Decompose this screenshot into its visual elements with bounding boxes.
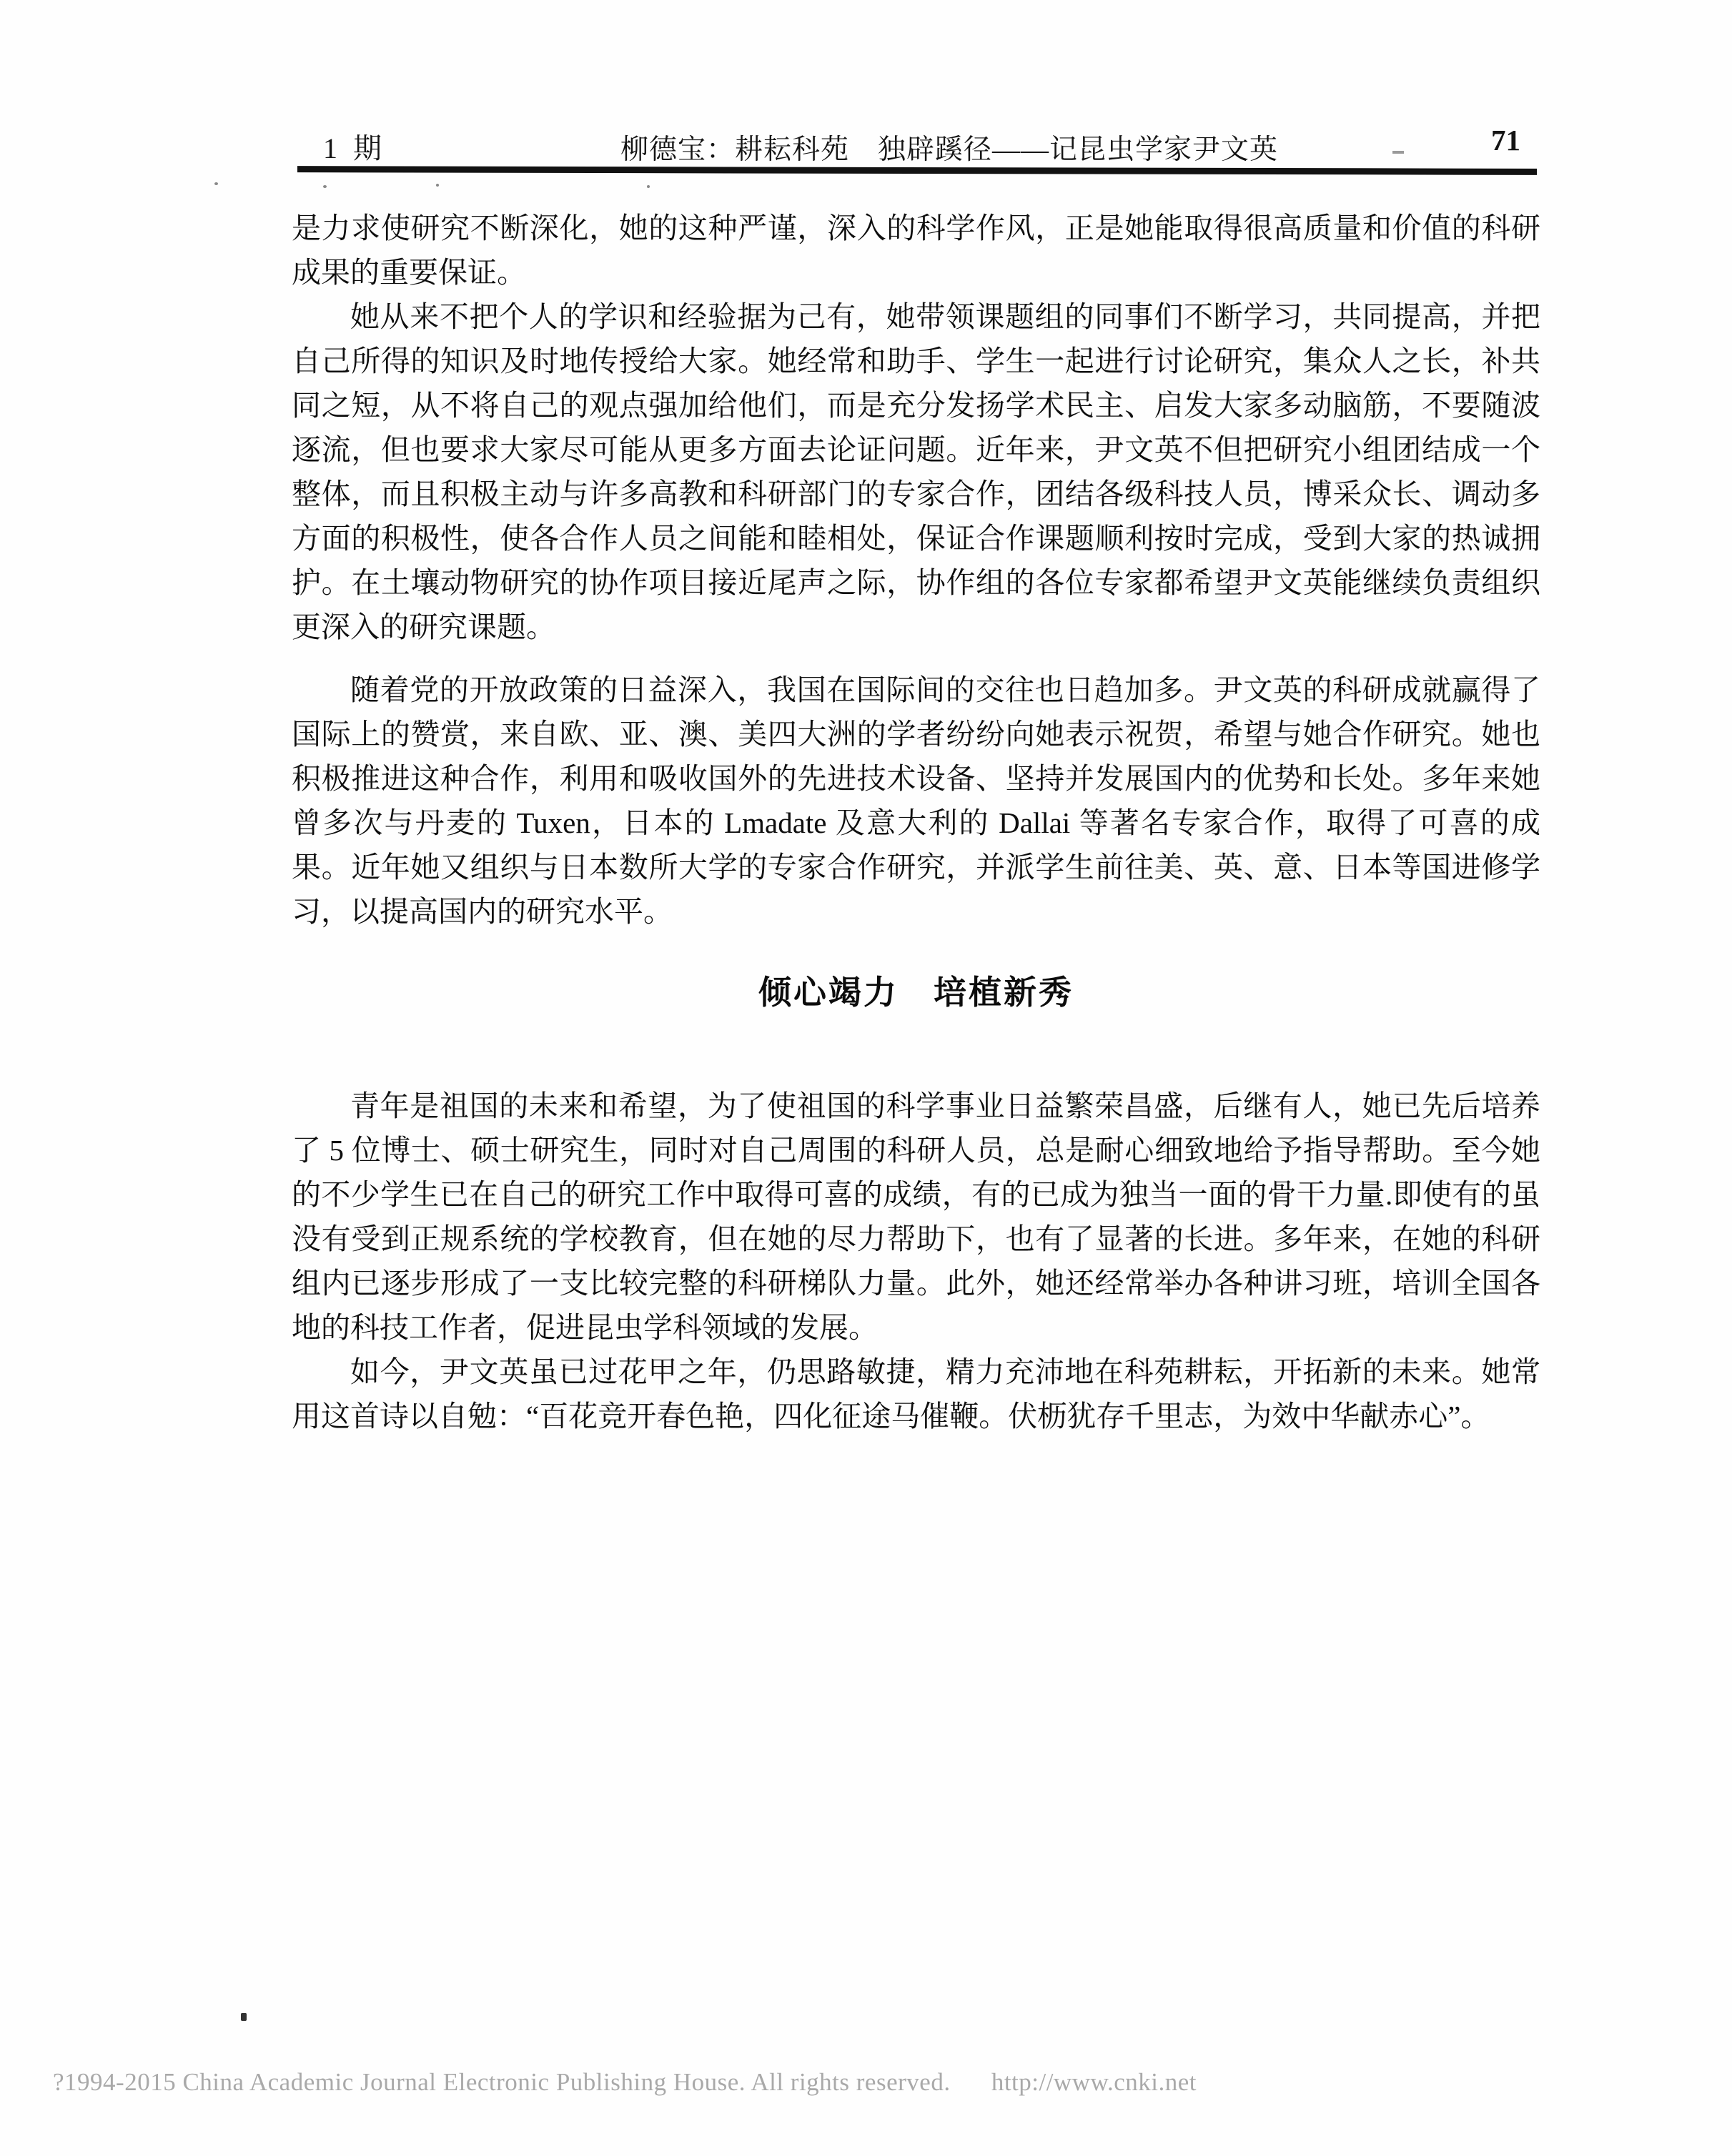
scan-artifact — [647, 185, 650, 188]
running-head — [0, 0, 1732, 186]
header-rule — [297, 166, 1537, 175]
section-heading: 倾心竭力 培植新秀 — [758, 974, 1074, 1011]
scan-artifact — [241, 2013, 247, 2021]
issue-label: 1 期 — [323, 132, 386, 164]
paragraph: 青年是祖国的未来和希望，为了使祖国的科学事业日益繁荣昌盛，后继有人，她已先后培养了 5 位博士、硕士研究生，同时对自己周围的科研人员，总是耐心细致地给予指导帮助。至今她的不少学生已在自己的研究工作中取得可喜的成绩，有的已成为独当一面的骨干力量.即使有的虽没有受到正规系统的学校教育，但在她的尽力帮助下，也有了显著的长进。多年来，在她的科研组内已逐步形成了一支比较完整的科研梯队力量。此外，她还经常举办各种讲习班，培训全国各地的科技工作者，促进昆虫学科领域的发展。 — [292, 1089, 1540, 1344]
paragraph: 如今，尹文英虽已过花甲之年，仍思路敏捷，精力充沛地在科苑耕耘，开拓新的未来。她常用这首诗以自勉：“百花竞开春色艳，四化征途马催鞭。伏枥犹存千里志，为效中华献赤心”。 — [292, 1355, 1540, 1433]
paragraph: 是力求使研究不断深化，她的这种严谨，深入的科学作风，正是她能取得很高质量和价值的科研成果的重要保证。 — [292, 212, 1540, 289]
footer — [53, 2068, 1197, 2097]
article-body — [292, 206, 1540, 1438]
running-title: 柳德宝：耕耘科苑 独辟蹊径——记昆虫学家尹文英 — [620, 134, 1279, 165]
page-number: 71 — [1491, 124, 1520, 157]
paragraph: 随着党的开放政策的日益深入，我国在国际间的交往也日趋加多。尹文英的科研成就赢得了国际上的赞赏，来自欧、亚、澳、美四大洲的学者纷纷向她表示祝贺，希望与她合作研究。她也积极推进这种合作，利用和吸收国外的先进技术设备、坚持并发展国内的优势和长处。多年来她曾多次与丹麦的 Tuxen，日本的 Lmadate 及意大利的 Dallai 等著名专家合作，取得了可喜的成果。近年她又组织与日本数所大学的专家合作研究，并派学生前往美、英、意、日本等国进修学习，以提高国内的研究水平。 — [292, 673, 1540, 928]
copyright-text: ?1994-2015 China Academic Journal Electronic Publishing House. All rights reserved. — [53, 2068, 951, 2096]
scan-artifact — [214, 182, 218, 185]
scan-artifact — [436, 184, 439, 187]
scan-artifact — [323, 185, 327, 188]
cnki-url: http://www.cnki.net — [991, 2068, 1197, 2096]
paragraph: 她从来不把个人的学识和经验据为己有，她带领课题组的同事们不断学习，共同提高，并把自己所得的知识及时地传授给大家。她经常和助手、学生一起进行讨论研究，集众人之长，补共同之短，从不将自己的观点强加给他们，而是充分发扬学术民主、启发大家多动脑筋，不要随波逐流，但也要求大家尽可能从更多方面去论证问题。近年来，尹文英不但把研究小组团结成一个整体，而且积极主动与许多高教和科研部门的专家合作，团结各级科技人员，博采众长、调动多方面的积极性，使各合作人员之间能和睦相处，保证合作课题顺利按时完成，受到大家的热诚拥护。在土壤动物研究的协作项目接近尾声之际，协作组的各位专家都希望尹文英能继续负责组织更深入的研究课题。 — [292, 300, 1540, 643]
scan-artifact — [1392, 151, 1404, 154]
